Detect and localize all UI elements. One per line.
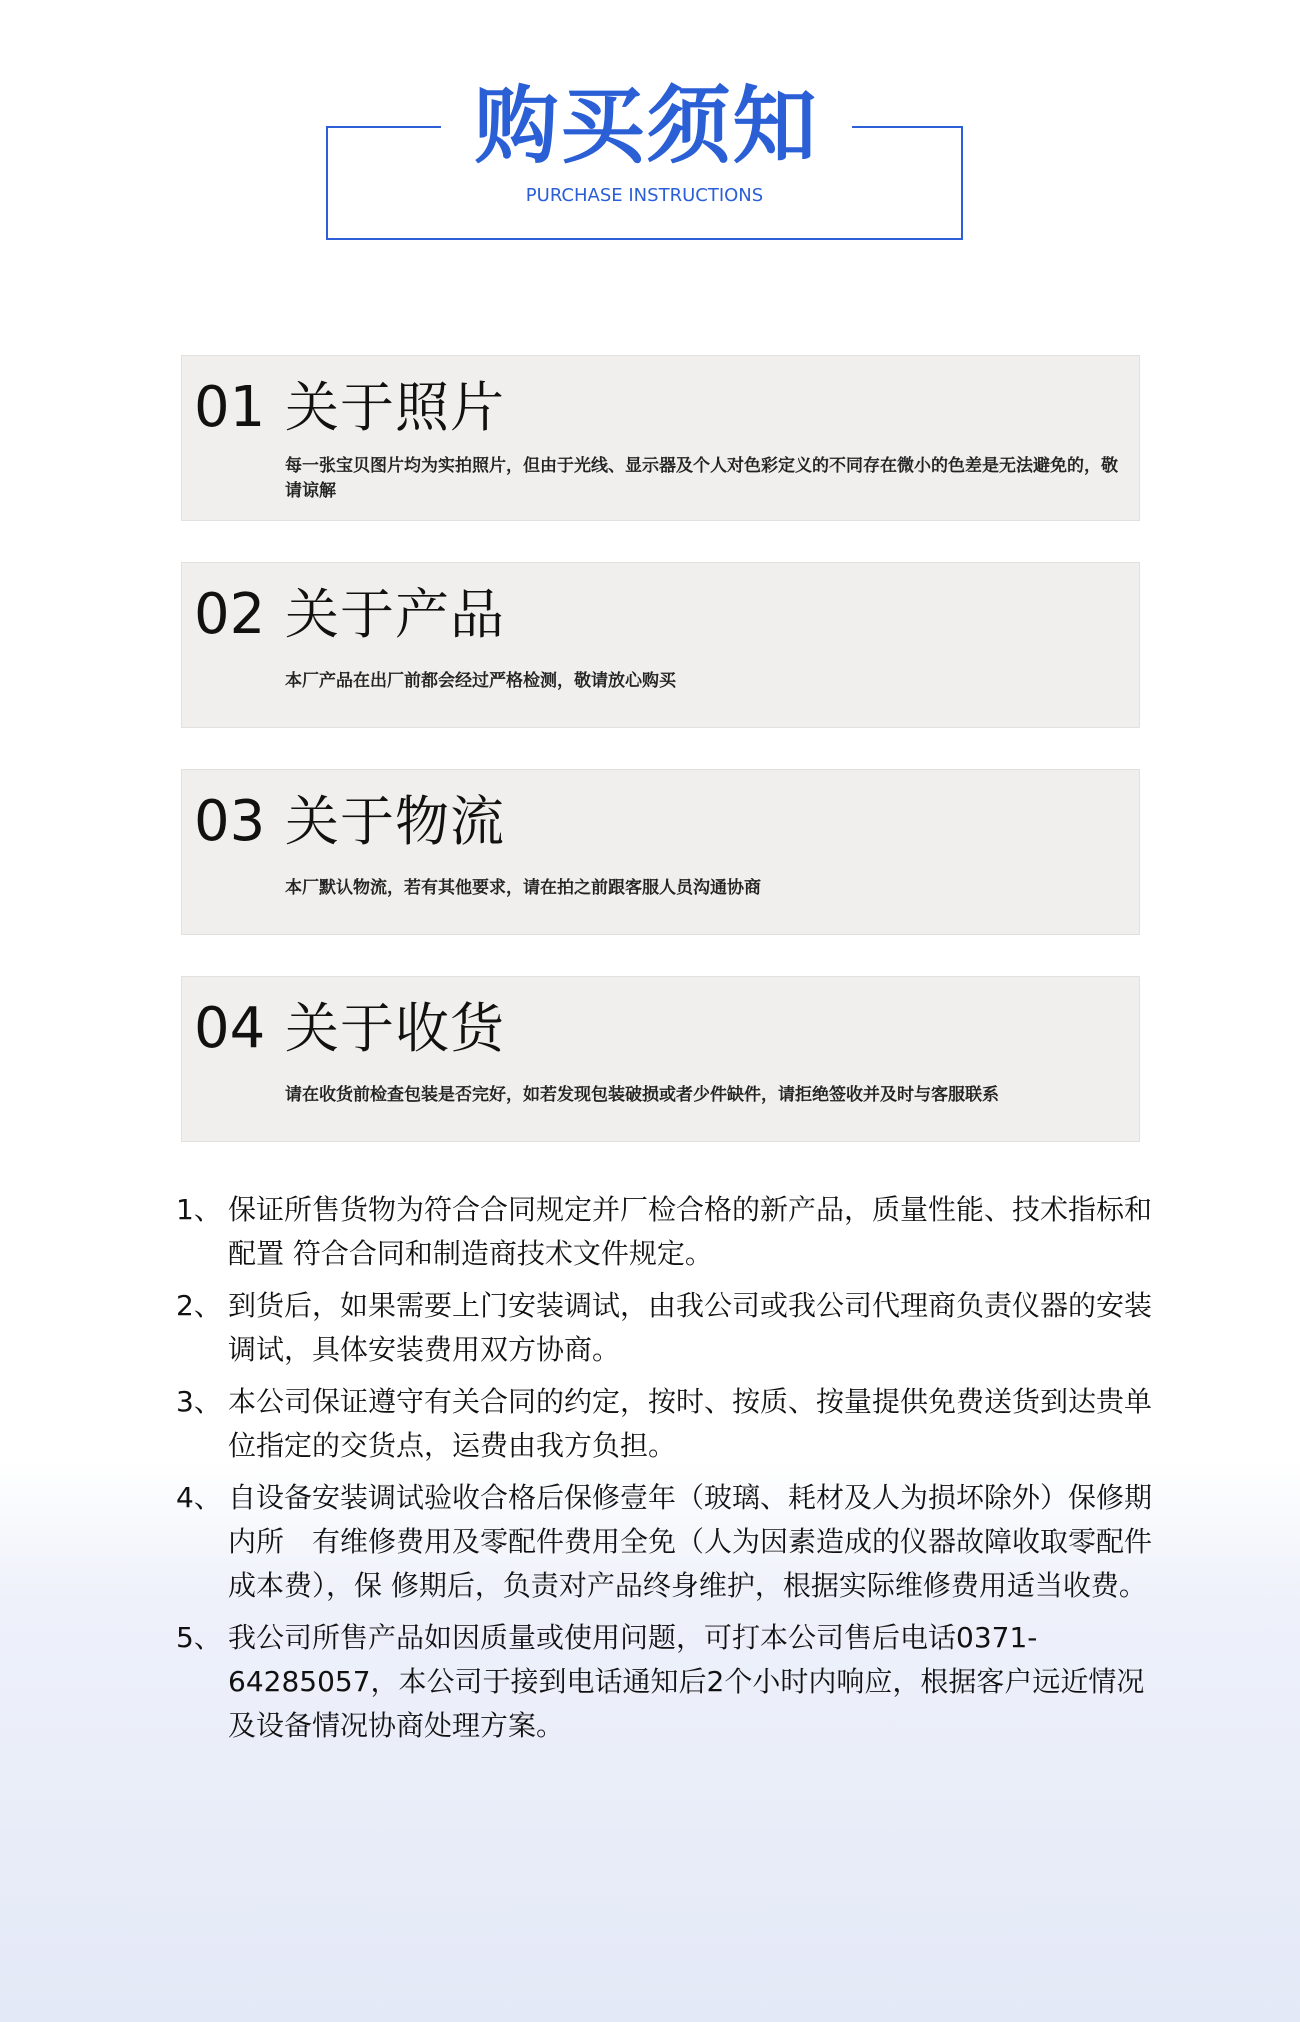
list-item [176, 1188, 1156, 1276]
list-item-text: 保证所售货物为符合合同规定并厂检合格的新产品，质量性能、技术指标和配置 符合合同和制造商技术文件规定。 [228, 1193, 1153, 1270]
list-item-number: 5、 [176, 1621, 222, 1654]
title-frame-top-left-line [326, 126, 441, 128]
card-number: 03 [194, 789, 266, 854]
list-item-number: 2、 [176, 1289, 222, 1322]
card-title: 关于收货 [285, 997, 505, 1060]
list-item-text: 我公司所售产品如因质量或使用问题，可打本公司售后电话0371-64285057，本公司于接到电话通知后2个小时内响应，根据客户远近情况及设备情况协商处理方案。 [228, 1621, 1145, 1742]
list-item-number: 4、 [176, 1481, 222, 1514]
card-description: 本厂产品在出厂前都会经过严格检测，敬请放心购买 [285, 671, 676, 691]
card-description: 每一张宝贝图片均为实拍照片，但由于光线、显示器及个人对色彩定义的不同存在微小的色差是无法避免的，敬请谅解 [285, 456, 1118, 501]
card-number: 04 [194, 996, 266, 1061]
terms-list [176, 1188, 1156, 1756]
card-title: 关于照片 [285, 376, 505, 439]
page-title: 购买须知 [474, 77, 819, 175]
list-item [176, 1284, 1156, 1372]
list-item-number: 1、 [176, 1193, 222, 1226]
list-item [176, 1476, 1156, 1608]
card-description: 请在收货前检查包装是否完好，如若发现包装破损或者少件缺件，请拒绝签收并及时与客服联系 [285, 1085, 999, 1105]
title-frame-top-right-line [852, 126, 963, 128]
page-subtitle: PURCHASE INSTRUCTIONS [525, 185, 764, 206]
info-card-logistics [181, 769, 1140, 935]
card-number: 01 [194, 375, 266, 440]
list-item-text: 到货后，如果需要上门安装调试，由我公司或我公司代理商负责仪器的安装调试，具体安装费用双方协商。 [228, 1289, 1153, 1366]
card-description: 本厂默认物流，若有其他要求，请在拍之前跟客服人员沟通协商 [285, 878, 761, 898]
info-card-photos [181, 355, 1140, 521]
list-item [176, 1616, 1156, 1748]
card-title: 关于物流 [285, 790, 505, 853]
list-item [176, 1380, 1156, 1468]
info-card-products [181, 562, 1140, 728]
card-number: 02 [194, 582, 266, 647]
list-item-number: 3、 [176, 1385, 222, 1418]
list-item-text: 自设备安装调试验收合格后保修壹年（玻璃、耗材及人为损坏除外）保修期内所 有维修费用及零配件费用全免（人为因素造成的仪器故障收取零配件成本费），保 修期后，负责对产品终身维护，根据实际维修费用适当收费。 [228, 1481, 1153, 1602]
card-title: 关于产品 [285, 583, 505, 646]
info-card-receiving [181, 976, 1140, 1142]
list-item-text: 本公司保证遵守有关合同的约定，按时、按质、按量提供免费送货到达贵单位指定的交货点，运费由我方负担。 [228, 1385, 1153, 1462]
